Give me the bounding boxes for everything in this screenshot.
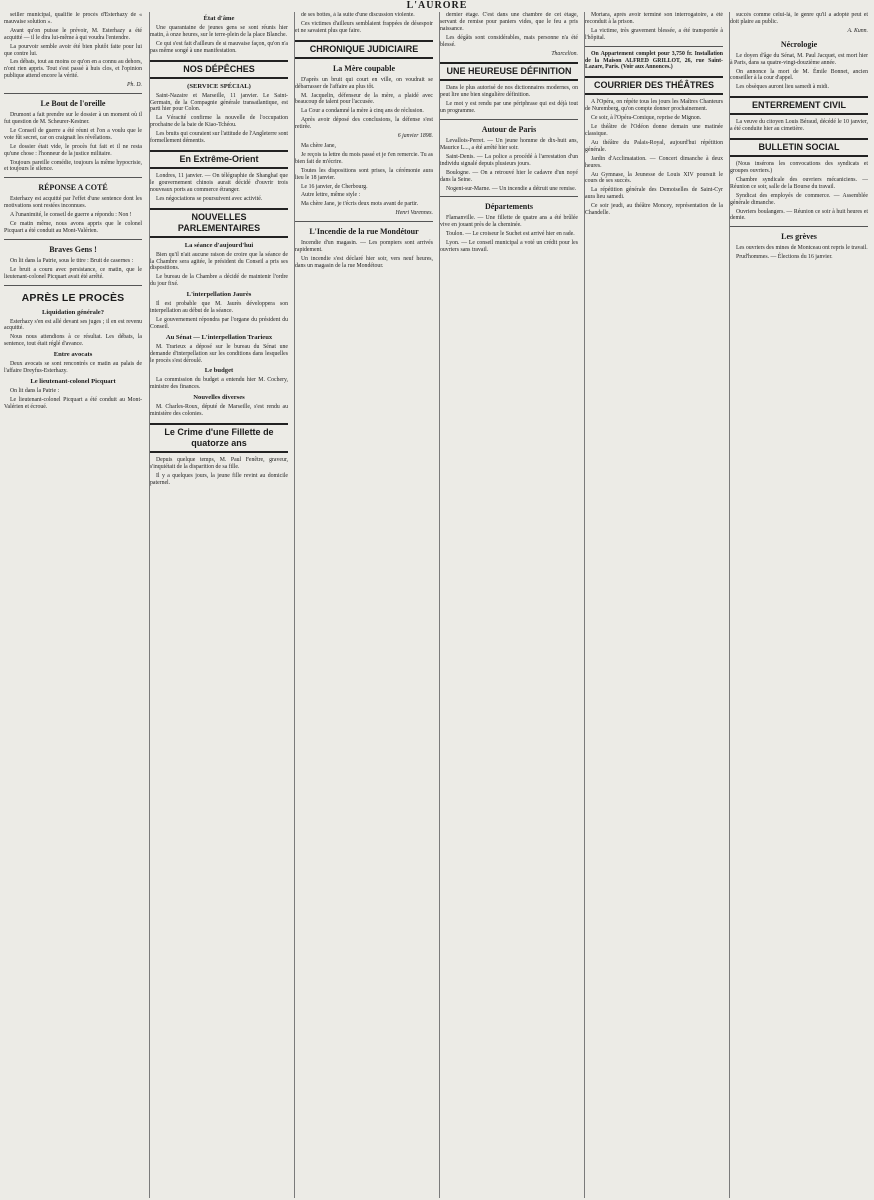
paragraph: Mortara, après avoir terminé son interrogatoire, a été reconduit à la prison.: [585, 12, 723, 25]
paragraph: Une quarantaine de jeunes gens se sont réunis hier matin, à onze heures, sur le terre-plein de la place Blanche.: [150, 25, 288, 38]
paragraph: A l'unanimité, le conseil de guerre a répondu : Non !: [10, 212, 132, 219]
heading-extreme-orient: En Extrême-Orient: [150, 150, 288, 169]
paragraph: Après avoir déposé des conclusions, la défense s'est retirée.: [295, 117, 433, 131]
heading-incendie: L'Incendie de la rue Mondétour: [309, 227, 419, 237]
paragraph: Le Conseil de guerre a été réuni et l'on a voulu que le vote fût secret, car on craignait les révélations.: [4, 127, 142, 141]
paragraph: Il est probable que M. Jaurès développera son interpellation au début de la séance.: [150, 301, 288, 315]
paragraph: Levallois-Perret. — Un jeune homme de dix-huit ans, Maurice L..., a été arrêté hier soir.: [440, 138, 578, 151]
paragraph: Toujours pareille comédie, toujours la même hypocrisie, et toujours le silence.: [4, 159, 142, 173]
paragraph: Les débats, tout au moins ce qu'on en a connu au dehors, n'ont rien appris. Tout s'est passé à huis clos, et l'opinion publique attend encore la vérité.: [4, 59, 142, 80]
paragraph: Lyon. — Le conseil municipal a voté un crédit pour les ouvriers sans travail.: [440, 240, 578, 254]
paragraph: On annonce la mort de M. Émile Bonnet, ancien conseiller à la cour d'appel.: [730, 68, 868, 82]
paragraph: dernier étage. C'est dans une chambre de cet étage, servant de remise pour paniers vides, que le feu a pris naissance.: [440, 12, 578, 32]
heading-courrier-theatres: COURRIER DES THÉÂTRES: [585, 76, 723, 95]
paragraph: On lit dans la Patrie :: [10, 388, 60, 394]
paragraph: succès comme celui-là, le genre qu'il a adopté peut et doit plaire au public.: [730, 12, 868, 25]
column-1: [4, 12, 142, 1198]
paragraph: Toulon. — Le croiseur le Suchet est arrivé hier en rade.: [446, 231, 575, 238]
column-6: [729, 12, 868, 1198]
paragraph: La veuve du citoyen Louis Béraud, décédé le 10 janvier, a été conduite hier au cimetière.: [730, 119, 868, 133]
divider: [730, 226, 868, 227]
divider: [440, 119, 578, 120]
paragraph: Jardin d'Acclimatation. — Concert dimanche à deux heures.: [585, 155, 723, 169]
paragraph: Les négociations se poursuivent avec activité.: [156, 195, 263, 202]
paragraph: A l'Opéra, on répète tous les jours les Maîtres Chanteurs de Nuremberg, qu'on compte donner prochainement.: [585, 99, 723, 113]
subheading: Au Sénat — L'interpellation Trarieux: [165, 333, 273, 341]
paragraph: On lit dans la Patrie, sous le titre : Bruit de casernes :: [10, 257, 134, 264]
heading-mere-coupable: La Mère coupable: [332, 63, 396, 73]
paragraph: M. Jacquelin, défenseur de la mère, a plaidé avec beaucoup de talent pour l'accusée.: [295, 92, 433, 106]
paragraph: (Nous insérons les convocations des syndicats et groupes ouvriers.): [730, 161, 868, 174]
subheading: Le budget: [204, 367, 234, 375]
divider: [4, 285, 142, 286]
paragraph: Dans le plus autorisé de nos dictionnaires modernes, on peut lire une bien singulière définition.: [440, 85, 578, 99]
divider: [4, 93, 142, 94]
paragraph: La Véracité confirme la nouvelle de l'occupation prochaine de la baie de Kiao-Tchéou.: [150, 115, 288, 129]
heading-autour-de-paris: Autour de Paris: [481, 125, 537, 135]
paragraph: M. Trarieux a déposé sur le bureau du Sénat une demande d'interpellation sur les conditions dans lesquelles le procès s'est déroulé.: [150, 343, 288, 364]
paragraph: Le théâtre de l'Odéon donne demain une matinée classique.: [585, 124, 723, 137]
signature: A. Kunn.: [847, 27, 868, 34]
paragraph: Esterhazy s'en est allé devant ses juges ; il en est revenu acquitté.: [4, 318, 142, 332]
paragraph: Ce qui s'est fait d'ailleurs de si mauvaise façon, qu'on n'a pas même songé à une manifestation.: [150, 40, 288, 54]
paragraph: Bien qu'il n'ait aucune raison de croire que la séance de la Chambre sera agitée, le président du Conseil a pris ses dispositions.: [150, 251, 288, 272]
paragraph: Chambre syndicale des ouvriers mécaniciens. — Réunion ce soir, salle de la Bourse du travail.: [730, 176, 868, 190]
heading-nos-depeches: NOS DÉPÊCHES: [150, 60, 288, 79]
heading-chronique-judiciaire: CHRONIQUE JUDICIAIRE: [295, 40, 433, 59]
heading-reponse: RÉPONSE A COTÉ: [38, 183, 108, 193]
paragraph: Ce matin même, nous avons appris que le colonel Picquart a été conduit au Mont-Valérien.: [4, 221, 142, 234]
subheading: Entre avocats: [53, 351, 93, 359]
paragraph: Le gouvernement répondra par l'organe du président du Conseil.: [150, 316, 288, 330]
divider: [585, 46, 723, 47]
paragraph: Nogent-sur-Marne. — Un incendie a détruit une remise.: [446, 185, 577, 192]
paragraph: La répétition générale des Demoiselles de Saint-Cyr aura lieu samedi.: [585, 187, 723, 201]
paragraph: Autre lettre, même style :: [301, 192, 361, 199]
paragraph: Prud'hommes. — Élections du 16 janvier.: [736, 254, 833, 261]
heading-apres-proces: APRÈS LE PROCÈS: [21, 291, 125, 304]
divider: [4, 177, 142, 178]
subheading: État d'âme: [203, 15, 235, 22]
heading-departements: Départements: [485, 202, 533, 212]
heading-necrologie: Nécrologie: [780, 39, 818, 49]
paragraph: Saint-Denis. — La police a procédé à l'arrestation d'un individu signalé depuis plusieurs jours.: [440, 153, 578, 167]
heading-nouvelles-parlementaires: NOUVELLES PARLEMENTAIRES: [150, 208, 288, 238]
column-5: [584, 12, 723, 1198]
columns: [4, 12, 870, 1198]
paragraph: Ouvriers boulangers. — Réunion ce soir à huit heures et demie.: [730, 208, 868, 222]
heading-bulletin-social: BULLETIN SOCIAL: [730, 138, 868, 157]
paragraph: Au Gymnase, la Jeunesse de Louis XIV poursuit le cours de ses succès.: [585, 171, 723, 185]
subheading: L'interpellation Jaurès: [186, 291, 252, 299]
paragraph: seiller municipal, qualifie le procès d'Esterhazy de « mauvaise solution ».: [4, 12, 142, 25]
paragraph: Le dossier était vide, le procès fut fait et il ne resta qu'une chose : l'honneur de la justice militaire.: [4, 143, 142, 157]
paragraph: Le bruit a couru avec persistance, ce matin, que le lieutenant-colonel Picquart avait été arrêté.: [4, 266, 142, 280]
paragraph: Saint-Nazaire et Marseille, 11 janvier. Le Saint-Germain, de la Compagnie générale transatlantique, est parti hier pour Colon.: [150, 92, 288, 113]
signature: Henri Varennes.: [395, 210, 433, 217]
paragraph: Un incendie s'est déclaré hier soir, vers neuf heures, dans un magasin de la rue Mondétour.: [295, 255, 433, 269]
divider: [440, 196, 578, 197]
paragraph: Nous nous attendions à ce résultat. Les débats, la sentence, tout était réglé d'avance.: [4, 334, 142, 348]
subheading: Liquidation générale?: [41, 308, 105, 316]
paragraph: Syndicat des employés de commerce. — Assemblée générale dimanche.: [730, 192, 868, 206]
paragraph: Il y a quelques jours, la jeune fille revint au domicile paternel.: [150, 472, 288, 486]
paragraph: Le doyen d'âge du Sénat, M. Paul Jacquet, est mort hier à Paris, dans sa quatre-vingt-douzième année.: [730, 52, 868, 66]
advertisement: On Appartement complet pour 3,750 fr. Installation de la Maison ALFRED GRILLOT, 26, rue Saint-Lazare, Paris. (Voir aux Annonces.): [585, 50, 723, 71]
paragraph: Le 16 janvier, de Cherbourg.: [301, 183, 368, 190]
column-3: [294, 12, 433, 1198]
subheading: Le lieutenant-colonel Picquart: [30, 378, 116, 385]
paragraph: Incendie d'un magasin. — Les pompiers sont arrivés rapidement.: [295, 240, 433, 254]
subheading: La séance d'aujourd'hui: [184, 241, 254, 249]
paragraph: Les dégâts sont considérables, mais personne n'a été blessé.: [440, 34, 578, 48]
heading-heureuse-definition: UNE HEUREUSE DÉFINITION: [440, 62, 578, 81]
paragraph: Ma chère Jane, je t'écris deux mots avant de partir.: [301, 201, 419, 208]
divider: [4, 239, 142, 240]
paragraph: Ces victimes d'ailleurs semblaient frappées de désespoir et ne savaient plus que faire.: [295, 20, 433, 34]
paragraph: La pourvoir semble avoir été bien plutôt faite pour lui que contre lui.: [4, 43, 142, 57]
paragraph: Deux avocats se sont rencontrés ce matin au palais de l'affaire Dreyfus-Esterhazy.: [4, 361, 142, 375]
heading-enterrement-civil: ENTERREMENT CIVIL: [730, 96, 868, 115]
paragraph: Depuis quelque temps, M. Paul Fenêtre, graveur, s'inquiétait de la disparition de sa fille.: [150, 457, 288, 470]
paragraph: Ce soir jeudi, au théâtre Moncey, représentation de la Chandelle.: [585, 203, 723, 217]
paragraph: Ce soir, à l'Opéra-Comique, reprise de Mignon.: [591, 115, 702, 122]
divider: [295, 221, 433, 222]
paragraph: Londres, 11 janvier. — On télégraphie de Shanghaï que le gouvernement chinois aurait décidé d'ouvrir trois nouveaux ports au commerce étranger.: [150, 172, 288, 193]
paragraph: Au théâtre du Palais-Royal, aujourd'hui répétition générale.: [585, 139, 723, 153]
paragraph: Esterhazy est acquitté par l'effet d'une sentence dont les motivations sont restées inconnues.: [4, 196, 142, 210]
masthead: L'AURORE: [406, 0, 468, 11]
heading-greves: Les grèves: [781, 232, 817, 242]
paragraph: D'après un bruit qui court en ville, on voudrait se débarrasser de l'affaire au plus tôt.: [295, 76, 433, 90]
subheading: Nouvelles diverses: [193, 394, 245, 402]
paragraph: M. Charles-Roux, député de Marseille, s'est rendu au ministère des colonies.: [150, 404, 288, 418]
paragraph: Toutes les dispositions sont prises, la cérémonie aura lieu le 18 janvier.: [295, 167, 433, 181]
paragraph: Le mot y est rendu par une périphrase qui est déjà tout un programme.: [440, 101, 578, 115]
paragraph: Le bureau de la Chambre a décidé de maintenir l'ordre du jour fixé.: [150, 274, 288, 288]
heading-braves-gens: Braves Gens !: [49, 244, 97, 254]
paragraph: Les ouvriers des mines de Montceau ont repris le travail.: [736, 245, 868, 252]
paragraph: Flamanville. — Une fillette de quatre ans a été brûlée vive en jouant près de la cheminée.: [440, 215, 578, 229]
column-2: [149, 12, 288, 1198]
signature: Ph. D.: [127, 82, 142, 89]
paragraph: Ma chère Jane,: [301, 142, 336, 149]
heading-bout-oreille: Le Bout de l'oreille: [40, 99, 106, 109]
paragraph: Les obsèques auront lieu samedi à midi.: [736, 84, 829, 91]
paragraph: Boulogne. — On a retrouvé hier le cadavre d'un noyé dans la Seine.: [440, 169, 578, 183]
paragraph: La victime, très gravement blessée, a été transportée à l'hôpital.: [585, 27, 723, 41]
paragraph: Le lieutenant-colonel Picquart a été conduit au Mont-Valérien et écroué.: [4, 396, 142, 410]
paragraph: de ses bottes, à la suite d'une discussion violente.: [301, 12, 415, 18]
subheading: (SERVICE SPÉCIAL): [187, 82, 251, 90]
paragraph: Drumont a fait prendre sur le dossier à un moment où il fut question de M. Scheurer-Kestner.: [4, 112, 142, 125]
paragraph: Je reçois ta lettre du mois passé et je t'en remercie. Tu as bien fait de m'écrire.: [295, 151, 433, 165]
signature: Tharcelion.: [551, 50, 578, 57]
paragraph: Avant qu'on puisse le prévoir, M. Esterhazy a été acquitté — il le dira lui-même à qui voudra l'entendre.: [4, 27, 142, 41]
date-line: 6 janvier 1898.: [397, 133, 433, 140]
paragraph: La commission du budget a entendu hier M. Cochery, ministre des finances.: [150, 377, 288, 391]
heading-crime-fillette: Le Crime d'une Fillette de quatorze ans: [150, 423, 288, 453]
column-4: [439, 12, 578, 1198]
paragraph: La Cour a condamné la mère à cinq ans de réclusion.: [301, 108, 424, 115]
paragraph: Les bruits qui couraient sur l'attitude de l'Angleterre sont formellement démentis.: [150, 131, 288, 145]
